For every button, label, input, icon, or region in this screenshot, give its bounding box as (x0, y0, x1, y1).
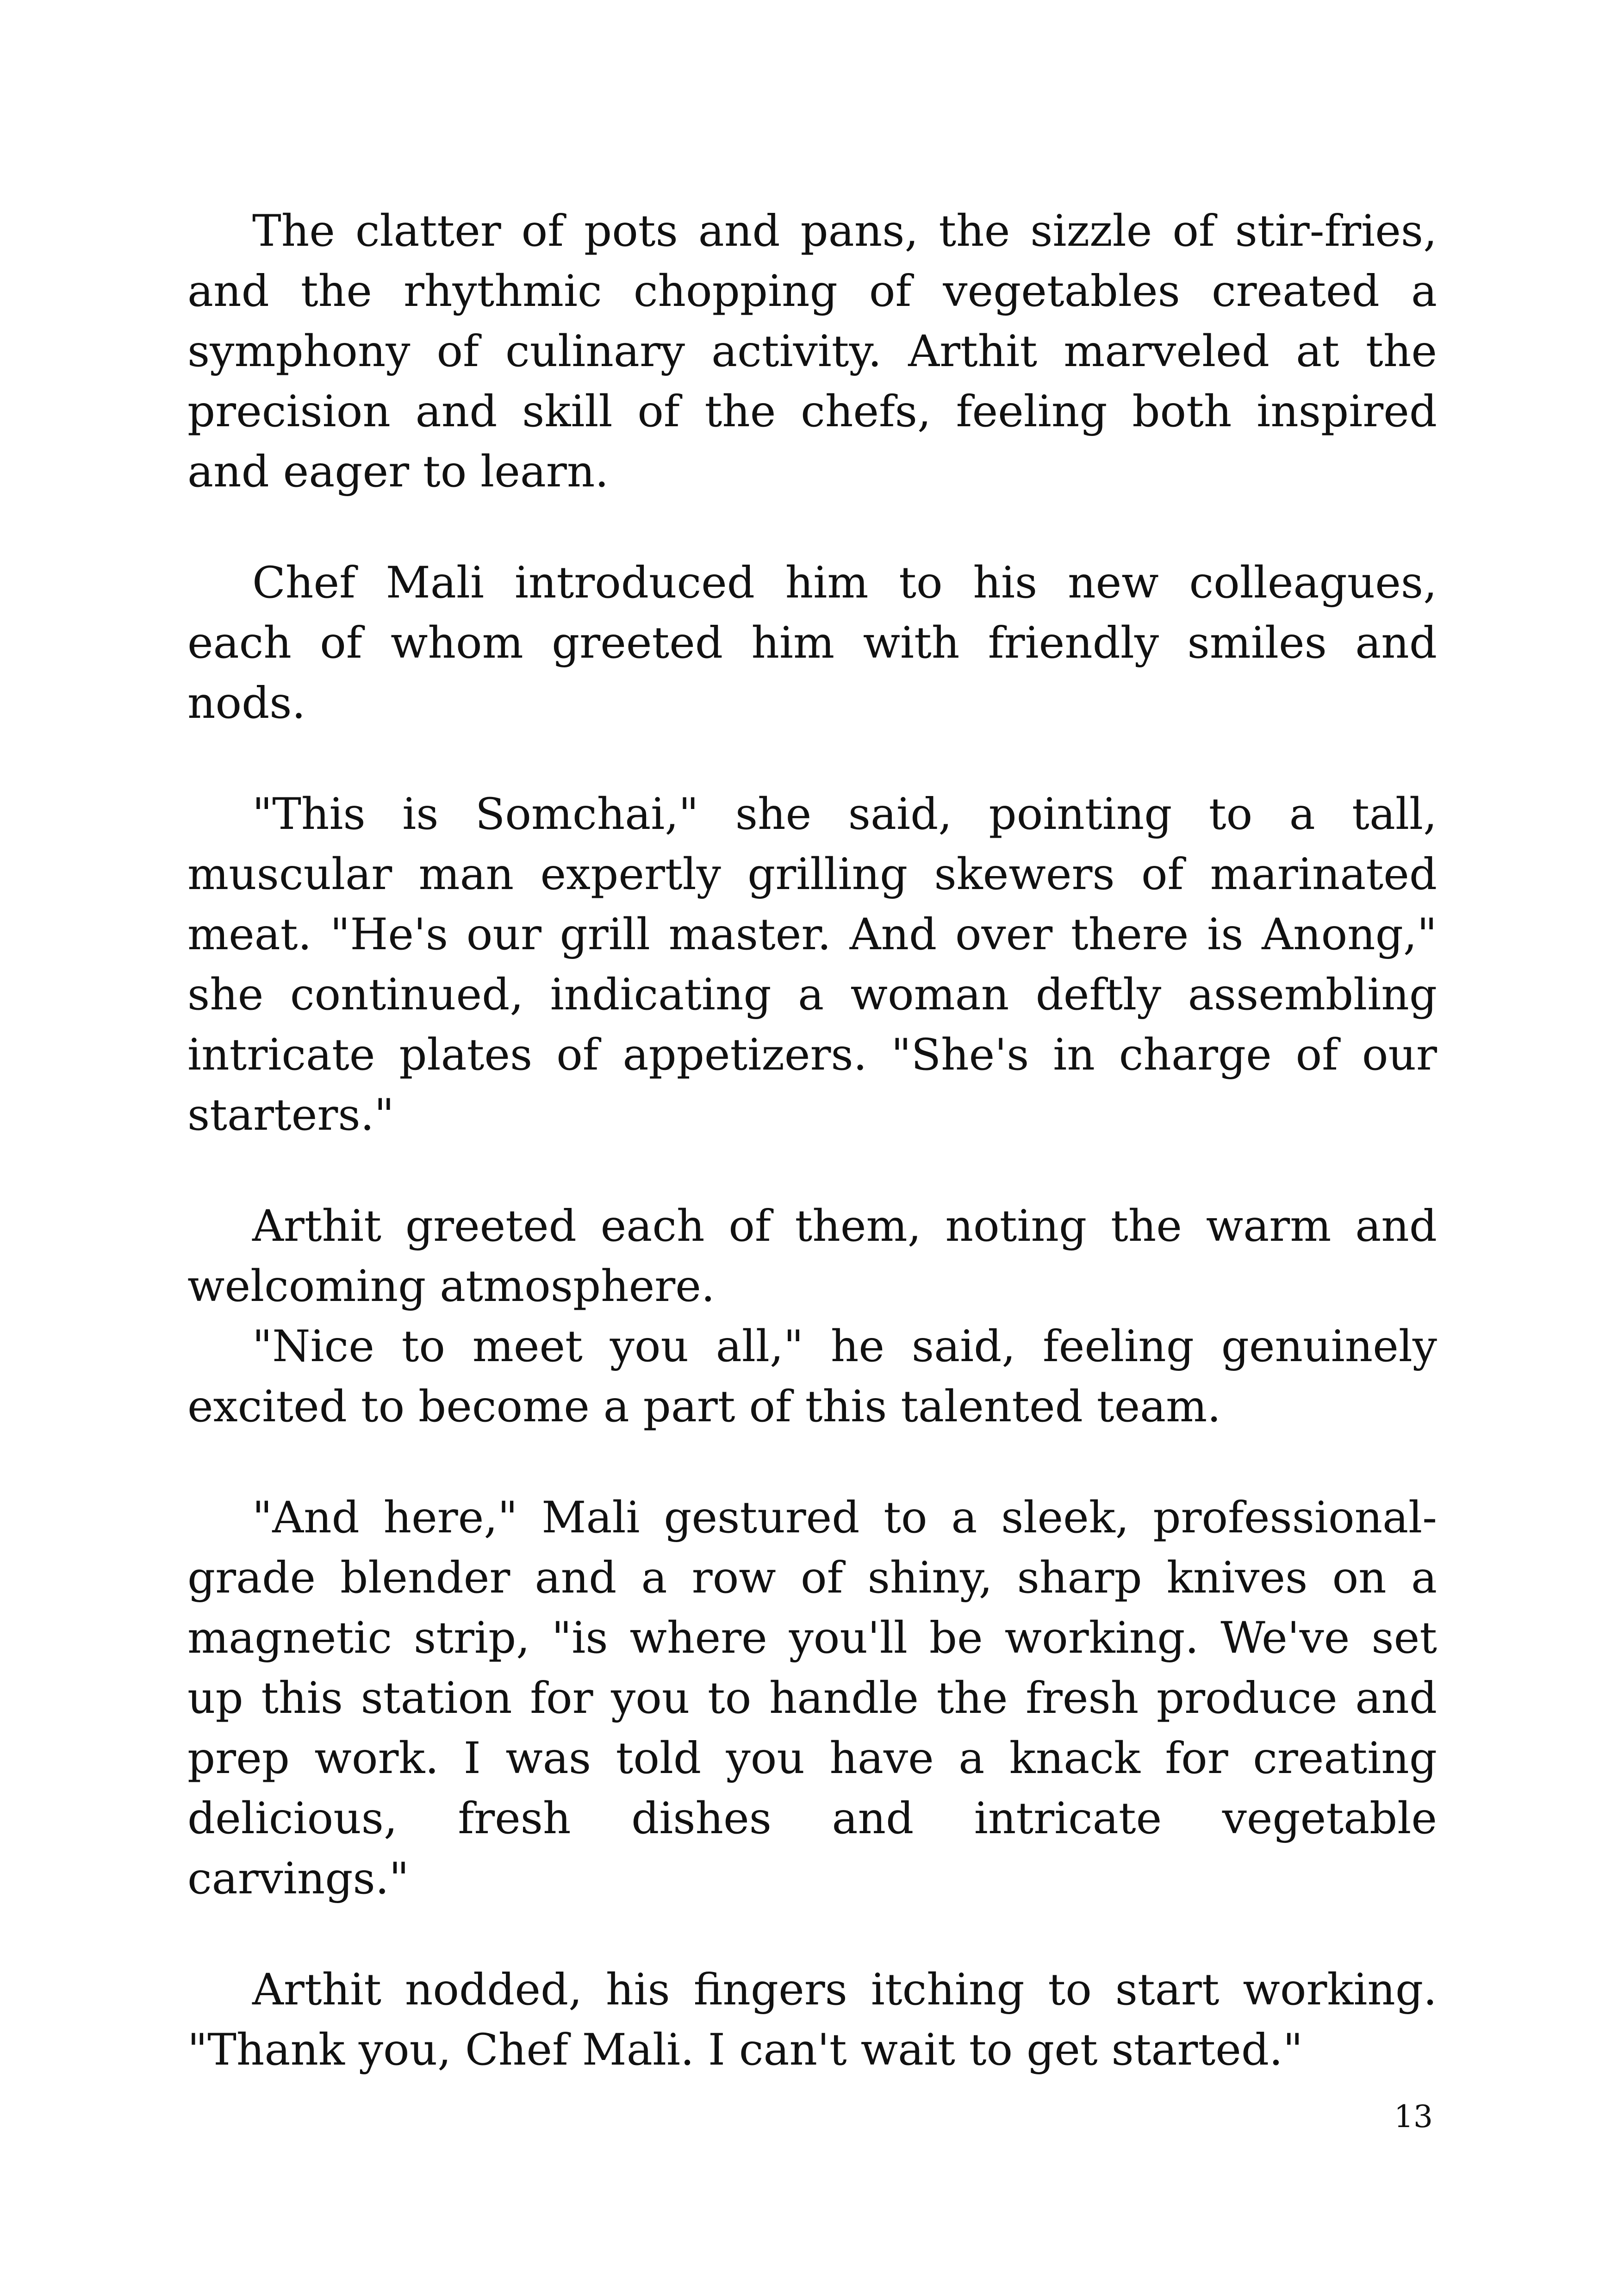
paragraph-5: "Nice to meet you all," he said, feeling genuinely excited to become a part of this talented team. (187, 1321, 1437, 1432)
page-number: 13 (1394, 2099, 1433, 2134)
paragraph-6: "And here," Mali gestured to a sleek, professional-grade blender and a row of shiny, sharp knives on a magnetic strip, "is where you'll be working. We've set up this station for you to handle the fresh produce and prep work. I was told you have a knack for creating delicious, fresh dishes and intricate vegetable carvings." (187, 1493, 1437, 1904)
body-text (187, 201, 1437, 2080)
paragraph-3: "This is Somchai," she said, pointing to a tall, muscular man expertly grilling skewers of marinated meat. "He's our grill master. And over there is Anong," she continued, indicating a woman deftly assembling intricate plates of appetizers. "She's in charge of our starters." (187, 789, 1437, 1140)
paragraph-2: Chef Mali introduced him to his new colleagues, each of whom greeted him with friendly smiles and nods. (187, 558, 1437, 728)
paragraph-7: Arthit nodded, his fingers itching to start working. "Thank you, Chef Mali. I can't wait to get started." (187, 1965, 1437, 2075)
paragraph-4: Arthit greeted each of them, noting the warm and welcoming atmosphere. (187, 1201, 1437, 1312)
paragraph-1: The clatter of pots and pans, the sizzle of stir-fries, and the rhythmic chopping of vegetables created a symphony of culinary activity. Arthit marveled at the precision and skill of the chefs, feeling both inspired and eager to learn. (187, 206, 1437, 497)
